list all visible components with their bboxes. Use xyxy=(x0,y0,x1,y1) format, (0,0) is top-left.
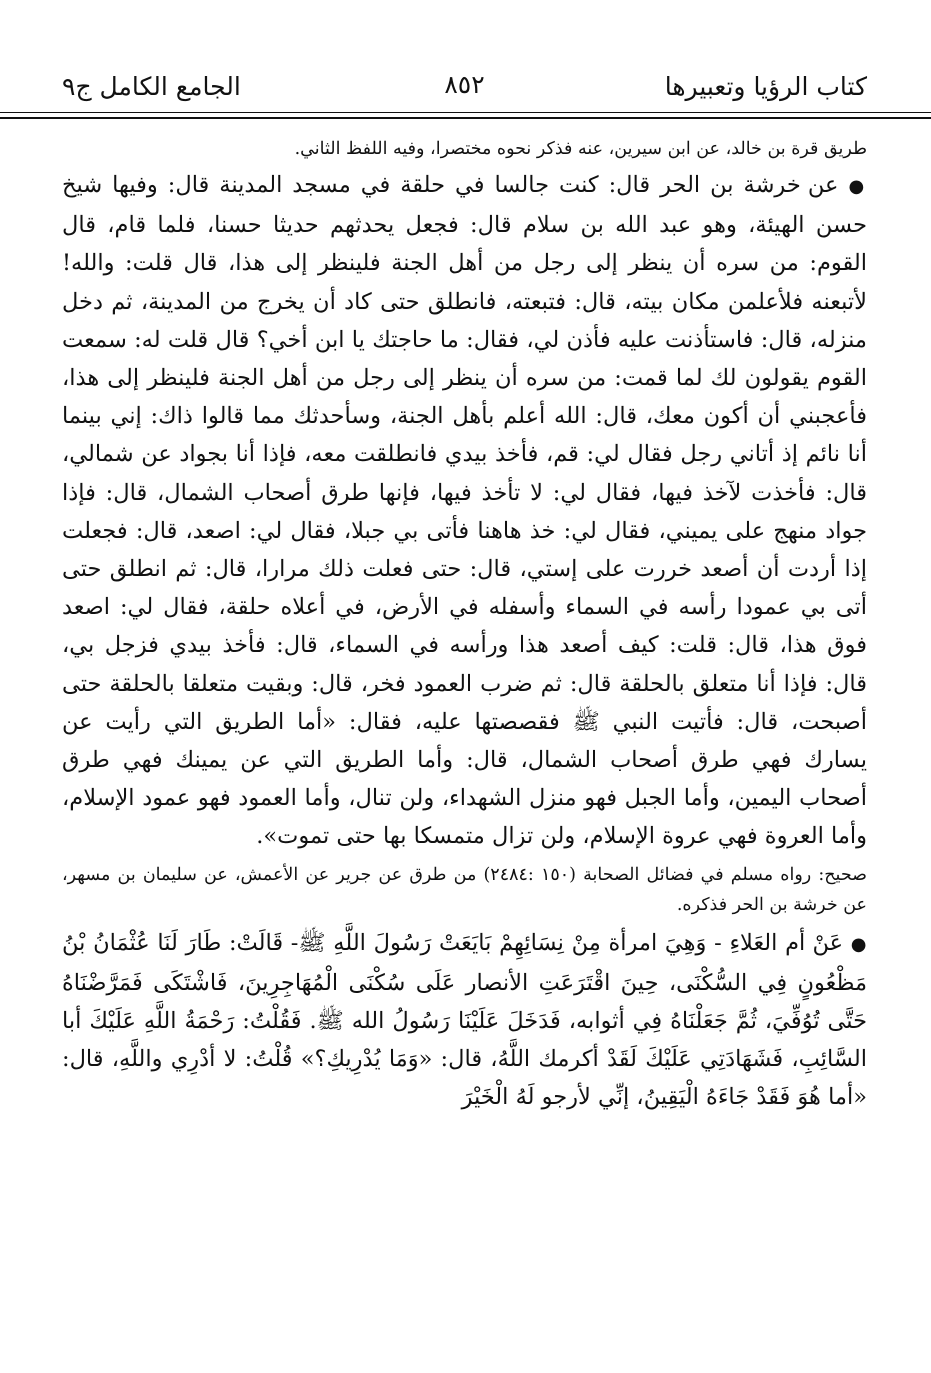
bullet-icon: ● xyxy=(848,176,867,197)
hadith-paragraph-1 xyxy=(62,166,867,856)
volume-title: الجامع الكامل ج٩ xyxy=(62,72,241,101)
hadith-paragraph-2 xyxy=(62,924,867,1117)
takhrij-note-top: طريق قرة بن خالد، عن ابن سيرين، عنه فذكر نحوه مختصرا، وفيه اللفظ الثاني. xyxy=(294,139,867,159)
hadith-text-2: عَنْ أم العَلاءِ - وَهِيَ امرأة مِنْ نِسَائِهِمْ بَايَعَتْ رَسُولَ اللَّهِ ﷺ- قَالَتْ: طَارَ لَنَا عُثْمَانُ بْنُ مَظْعُونٍ فِي السُّكْنَى، حِينَ اقْتَرَعَتِ الأنصار عَلَى سُكْنَى الْمُهَاجِرِينَ، فَاشْتَكَى فَمَرَّضْنَاهُ حَتَّى تُوُفِّيَ، ثُمَّ جَعَلْنَاهُ فِي أثوابه، فَدَخَلَ عَلَيْنَا رَسُولُ الله ﷺ. فَقُلْتُ: رَحْمَةُ اللَّهِ عَلَيْكَ أبا السَّائِبِ، فَشَهَادَتِي عَلَيْكَ لَقَدْ أكرمك اللَّهُ، قال: «وَمَا يُدْرِيكِ؟» قُلْتُ: لا أدْرِي واللَّهِ، قال: «أما هُوَ فَقَدْ جَاءَهُ الْيَقِينُ، إنِّي لأرجو لَهُ الْخَيْرَ xyxy=(62,929,867,1111)
bullet-icon: ● xyxy=(850,933,867,955)
takhrij-note-sahih: صحيح: رواه مسلم في فضائل الصحابة (١٥٠ :٢٤٨٤) من طرق عن جرير عن الأعمش، عن سليمان بن مسهر، عن خرشة بن الحر فذكره. xyxy=(62,864,867,915)
page-content xyxy=(62,132,867,1117)
hadith-text-1: عن خرشة بن الحر قال: كنت جالسا في حلقة في مسجد المدينة قال: وفيها شيخ حسن الهيئة، وهو عبد الله بن سلام قال: فجعل يحدثهم حديثا حسنا، فلما قام، قال القوم: من سره أن ينظر إلى رجل من أهل الجنة فلينظر إلى هذا، قال قلت: والله! لأتبعنه فلأعلمن مكان بيته، قال: فتبعته، فانطلق حتى كاد أن يخرج من المدينة، ثم دخل منزله، قال: فاستأذنت عليه فأذن لي، فقال: ما حاجتك يا ابن أخي؟ قال قلت له: سمعت القوم يقولون لك لما قمت: من سره أن ينظر إلى رجل من أهل الجنة فلينظر إلى هذا، فأعجبني أن أكون معك، قال: الله أعلم بأهل الجنة، وسأحدثك مما قالوا ذاك: إني بينما أنا نائم إذ أتاني رجل فقال لي: قم، فأخذ بيدي فانطلقت معه، فإذا أنا بجواد عن شمالي، قال: فأخذت لآخذ فيها، فقال لي: لا تأخذ فيها، فإنها طرق أصحاب الشمال، قال: فإذا جواد منهج على يميني، فقال لي: خذ هاهنا فأتى بي جبلا، فقال لي: اصعد، قال: فجعلت إذا أردت أن أصعد خررت على إستي، قال: حتى فعلت ذلك مرارا، قال: ثم انطلق حتى أتى بي عمودا رأسه في السماء وأسفله في الأرض، في أعلاه حلقة، فقال لي: اصعد فوق هذا، قال: قلت: كيف أصعد هذا ورأسه في السماء، قال: فأخذ بيدي فزجل بي، قال: فإذا أنا متعلق بالحلقة قال: ثم ضرب العمود فخر، قال: وبقيت متعلقا بالحلقة حتى أصبحت، قال: فأتيت النبي ﷺ فقصصتها عليه، فقال: «أما الطريق التي رأيت عن يسارك فهي طرق أصحاب الشمال، قال: وأما الطريق التي عن يمينك فهي طرق أصحاب اليمين، وأما الجبل فهو منزل الشهداء، ولن تنال، وأما العمود فهو عمود الإسلام، وأما العروة فهي عروة الإسلام، ولن تزال متمسكا بها حتى تموت». xyxy=(62,172,867,850)
book-title: كتاب الرؤيا وتعبيرها xyxy=(664,72,867,101)
page-header xyxy=(62,0,867,110)
page-number: ٨٥٢ xyxy=(444,70,485,99)
header-double-rule xyxy=(0,112,931,119)
